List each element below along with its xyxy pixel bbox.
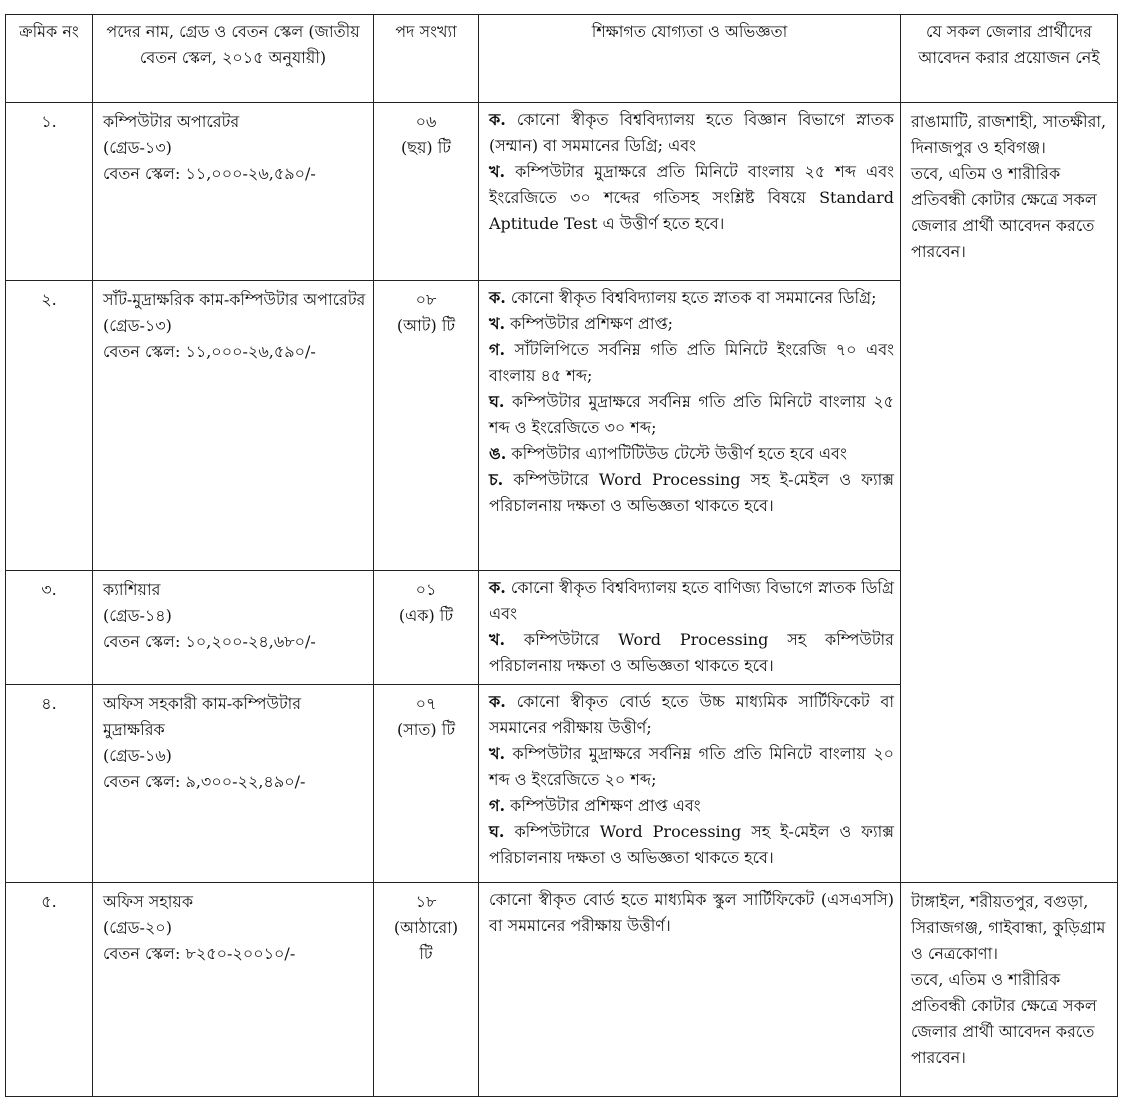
header-post: পদের নাম, গ্রেড ও বেতন স্কেল (জাতীয় বেতন স্কেল, ২০১৫ অনুযায়ী) — [93, 15, 374, 103]
header-count: পদ সংখ্যা — [374, 15, 479, 103]
post-grade: (গ্রেড-১৪) — [103, 606, 172, 625]
qualification-cell — [479, 103, 901, 281]
count-cell — [374, 103, 479, 281]
qualification-item: ক. কোনো স্বীকৃত বোর্ড হতে উচ্চ মাধ্যমিক সার্টিফিকেট বা সমমানের পরীক্ষায় উত্তীর্ণ; — [489, 692, 894, 737]
post-count-words: (এক) টি — [398, 606, 454, 625]
post-count-words: (আট) টি — [396, 316, 456, 335]
districts-cell — [901, 883, 1118, 1097]
excluded-districts: রাঙামাটি, রাজশাহী, সাতক্ষীরা, দিনাজপুর ও হবিগঞ্জ। — [911, 112, 1107, 157]
serial-cell: ৫. — [6, 883, 93, 1097]
qualification-cell — [479, 571, 901, 685]
post-grade: (গ্রেড-১৬) — [103, 746, 172, 765]
post-name: কম্পিউটার অপারেটর — [103, 112, 240, 131]
header-row — [6, 15, 1118, 103]
header-serial: ক্রমিক নং — [6, 15, 93, 103]
count-cell — [374, 281, 479, 571]
serial-cell: ৪. — [6, 685, 93, 883]
post-cell — [93, 571, 374, 685]
post-cell — [93, 281, 374, 571]
post-count-suffix: টি — [419, 944, 433, 963]
post-pay-scale: বেতন স্কেল: ১১,০০০-২৬,৫৯০/- — [103, 164, 316, 183]
count-cell — [374, 685, 479, 883]
quota-note: তবে, এতিম ও শারীরিক প্রতিবন্ধী কোটার ক্ষেত্রে সকল জেলার প্রার্থী আবেদন করতে পারবেন। — [911, 970, 1097, 1067]
post-pay-scale: বেতন স্কেল: ৯,৩০০-২২,৪৯০/- — [103, 772, 306, 791]
qualification-item: ক. কোনো স্বীকৃত বিশ্ববিদ্যালয় হতে বাণিজ্য বিভাগে স্নাতক ডিগ্রি এবং — [489, 578, 894, 623]
qualification-item: ঘ. কম্পিউটারে Word Processing সহ ই-মেইল ও ফ্যাক্স পরিচালনায় দক্ষতা ও অভিজ্ঞতা থাকতে হবে। — [489, 822, 894, 867]
quota-note: তবে, এতিম ও শারীরিক প্রতিবন্ধী কোটার ক্ষেত্রে সকল জেলার প্রার্থী আবেদন করতে পারবেন। — [911, 164, 1097, 261]
qualification-item: খ. কম্পিউটার প্রশিক্ষণ প্রাপ্ত; — [489, 314, 674, 333]
qualification-item: গ. কম্পিউটার প্রশিক্ষণ প্রাপ্ত এবং — [489, 796, 701, 815]
excluded-districts: টাঙ্গাইল, শরীয়তপুর, বগুড়া, সিরাজগঞ্জ, গাইবান্ধা, কুড়িগ্রাম ও নেত্রকোণা। — [911, 892, 1106, 963]
post-name: সাঁট-মুদ্রাক্ষরিক কাম-কম্পিউটার অপারেটর — [103, 290, 366, 309]
qualification-item: ক. কোনো স্বীকৃত বিশ্ববিদ্যালয় হতে স্নাতক বা সমমানের ডিগ্রি; — [489, 288, 877, 307]
post-count: ১৮ — [415, 892, 437, 911]
post-pay-scale: বেতন স্কেল: ৮২৫০-২০০১০/- — [103, 944, 296, 963]
qualification-item: ক. কোনো স্বীকৃত বিশ্ববিদ্যালয় হতে বিজ্ঞান বিভাগে স্নাতক (সম্মান) বা সমমানের ডিগ্রি; এবং — [489, 110, 894, 155]
post-pay-scale: বেতন স্কেল: ১১,০০০-২৬,৫৯০/- — [103, 342, 316, 361]
table-row — [6, 883, 1118, 1097]
post-name: অফিস সহায়ক — [103, 892, 194, 911]
qualification-item: খ. কম্পিউটার মুদ্রাক্ষরে সর্বনিম্ন গতি প্রতি মিনিটে বাংলায় ২০ শব্দ ও ইংরেজিতে ২০ শব্দ; — [489, 744, 894, 789]
qualification-item: গ. সাঁটলিপিতে সর্বনিম্ন গতি প্রতি মিনিটে ইংরেজি ৭০ এবং বাংলায় ৪৫ শব্দ; — [489, 340, 894, 385]
header-qualification: শিক্ষাগত যোগ্যতা ও অভিজ্ঞতা — [479, 15, 901, 103]
header-districts: যে সকল জেলার প্রার্থীদের আবেদন করার প্রয়োজন নেই — [901, 15, 1118, 103]
post-count: ০৮ — [415, 290, 437, 309]
table-row — [6, 103, 1118, 281]
post-count-words: (ছয়) টি — [401, 138, 451, 157]
post-grade: (গ্রেড-১৩) — [103, 138, 172, 157]
qualification-cell — [479, 685, 901, 883]
post-pay-scale: বেতন স্কেল: ১০,২০০-২৪,৬৮০/- — [103, 632, 316, 651]
post-cell — [93, 883, 374, 1097]
qualification-item: ঙ. কম্পিউটার এ্যাপটিটিউড টেস্টে উত্তীর্ণ হতে হবে এবং — [489, 444, 847, 463]
districts-cell — [901, 103, 1118, 883]
post-count: ০১ — [415, 580, 437, 599]
post-count-words: (সাত) টি — [396, 720, 456, 739]
count-cell — [374, 883, 479, 1097]
qualification-cell — [479, 883, 901, 1097]
qualification-item: চ. কম্পিউটারে Word Processing সহ ই-মেইল ও ফ্যাক্স পরিচালনায় দক্ষতা ও অভিজ্ঞতা থাকতে হবে। — [489, 470, 894, 515]
qualification-item: ঘ. কম্পিউটার মুদ্রাক্ষরে সর্বনিম্ন গতি প্রতি মিনিটে বাংলায় ২৫ শব্দ ও ইংরেজিতে ৩০ শব্দ; — [489, 392, 894, 437]
serial-cell: ১. — [6, 103, 93, 281]
post-count-words: (আঠারো) — [393, 918, 459, 937]
post-count: ০৭ — [415, 694, 437, 713]
post-grade: (গ্রেড-১৩) — [103, 316, 172, 335]
post-cell — [93, 685, 374, 883]
qualification-item: কোনো স্বীকৃত বোর্ড হতে মাধ্যমিক স্কুল সার্টিফিকেট (এসএসসি) বা সমমানের পরীক্ষায় উত্তীর্ণ। — [489, 890, 894, 935]
qualification-cell — [479, 281, 901, 571]
qualification-item: খ. কম্পিউটার মুদ্রাক্ষরে প্রতি মিনিটে বাংলায় ২৫ শব্দ এবং ইংরেজিতে ৩০ শব্দের গতিসহ সংশ্লিষ্ট বিষয়ে Standard Aptitude Test এ উত্তীর্ণ হতে হবে। — [489, 162, 894, 233]
post-name: অফিস সহকারী কাম-কম্পিউটার মুদ্রাক্ষরিক — [103, 694, 302, 739]
post-name: ক্যাশিয়ার — [103, 580, 161, 599]
post-grade: (গ্রেড-২০) — [103, 918, 172, 937]
serial-cell: ৩. — [6, 571, 93, 685]
job-vacancy-table — [5, 14, 1118, 1097]
post-count: ০৬ — [415, 112, 437, 131]
serial-cell: ২. — [6, 281, 93, 571]
post-cell — [93, 103, 374, 281]
qualification-item: খ. কম্পিউটারে Word Processing সহ কম্পিউটার পরিচালনায় দক্ষতা ও অভিজ্ঞতা থাকতে হবে। — [489, 630, 894, 675]
count-cell — [374, 571, 479, 685]
